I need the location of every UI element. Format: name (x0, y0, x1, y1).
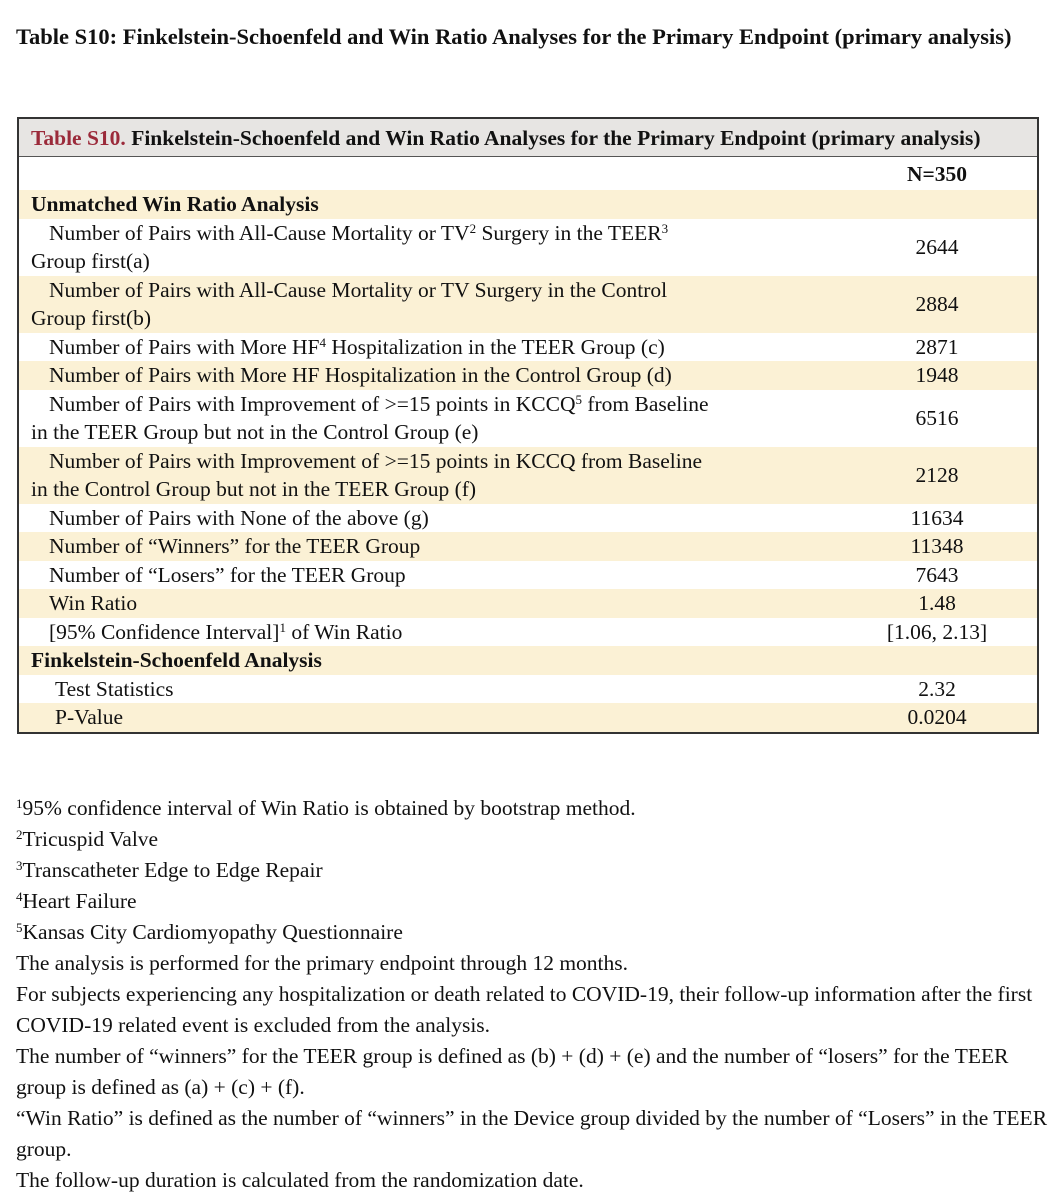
row-value: 2.32 (918, 676, 956, 701)
table-row (19, 532, 1037, 561)
footnote-ref: 3 (661, 220, 669, 236)
section-row-win-ratio (19, 190, 1037, 219)
row-label (19, 276, 837, 333)
footnote-ref: 1 (279, 619, 286, 635)
row-value: 11634 (910, 505, 964, 530)
caption-text: Finkelstein-Schoenfeld and Win Ratio Analyses for the Primary Endpoint (primary analysis) (131, 126, 981, 150)
row-label-line1: Number of Pairs with More HF Hospitalization in the Control Group (d) (49, 363, 672, 387)
header-row (19, 157, 1037, 190)
footnote: $^1$95% confidence interval of Win Ratio is obtained by bootstrap method. (16, 796, 636, 820)
row-value: 11348 (837, 532, 1037, 561)
row-label-line1: Win Ratio (49, 591, 138, 615)
row-value: 1.48 (837, 589, 1037, 618)
section-title-win-ratio: Unmatched Win Ratio Analysis (19, 190, 1037, 219)
table-row (19, 703, 1037, 732)
row-label (19, 361, 837, 390)
footnote: $^3$Transcatheter Edge to Edge Repair (16, 858, 323, 882)
row-label (19, 333, 837, 362)
row-label (19, 561, 837, 590)
row-value: 6516 (915, 405, 959, 430)
row-label-line1: Number of “Losers” for the TEER Group (49, 562, 406, 587)
row-label-line1: [95% Confidence Interval]$^1$ of Win Ratio (49, 619, 403, 644)
table-row (19, 333, 1037, 362)
footnote-ref: 2 (469, 220, 477, 236)
row-label-line1: Number of “Winners” for the TEER Group (49, 534, 421, 558)
note: The number of “winners” for the TEER group is defined as (b) + (d) + (e) and the number of “losers” for the TEER group is defined as (a) + (c) + (f). (16, 1044, 1009, 1099)
table-row (19, 618, 1037, 647)
table-row (19, 504, 1037, 533)
section-title-fs: Finkelstein-Schoenfeld Analysis (19, 646, 1037, 675)
row-label-line1: Number of Pairs with Improvement of >=15 points in KCCQ$^5$ from Baseline (49, 391, 709, 416)
header-empty-cell (19, 157, 837, 190)
row-label-line1: Number of Pairs with Improvement of >=15 points in KCCQ from Baseline (49, 448, 703, 473)
row-label (19, 618, 837, 647)
row-label (19, 589, 837, 618)
row-label (19, 219, 837, 276)
footnotes (16, 793, 1056, 1196)
row-label-line1: Number of Pairs with All-Cause Mortality or TV Surgery in the Control (49, 277, 668, 302)
note: “Win Ratio” is defined as the number of “winners” in the Device group divided by the number of “Losers” in the TEER group. (16, 1106, 1048, 1161)
table-caption (19, 119, 1037, 157)
footnote: $^2$Tricuspid Valve (16, 827, 159, 851)
footnote: $^5$Kansas City Cardiomyopathy Questionnaire (16, 920, 403, 944)
data-table (19, 157, 1037, 732)
row-value: 7643 (915, 562, 959, 587)
row-label (19, 447, 837, 504)
row-value: 1948 (837, 361, 1037, 390)
note: For subjects experiencing any hospitalization or death related to COVID-19, their follow-up information after the first COVID-19 related event is excluded from the analysis. (16, 982, 1033, 1037)
row-label-line1: Number of Pairs with More $HF^4$ Hospitalization in the TEER Group (c) (49, 334, 665, 359)
footnote-ref: 5 (575, 391, 582, 407)
table-row (19, 561, 1037, 590)
row-value: 2884 (837, 276, 1037, 333)
footnote: $^4$Heart Failure (16, 889, 137, 913)
row-label-line2: Group first(a) (31, 249, 150, 273)
row-value: 0.0204 (837, 703, 1037, 732)
row-value: [1.06, 2.13] (886, 619, 988, 644)
table-row (19, 219, 1037, 276)
row-label-line2: in the Control Group but not in the TEER Group (f) (31, 477, 477, 501)
table-row (19, 361, 1037, 390)
footnote-ref: 4 (319, 334, 327, 350)
column-header-n: N=350 (906, 162, 968, 187)
row-label (19, 532, 837, 561)
table-row (19, 589, 1037, 618)
row-label-line1: Number of Pairs with All-Cause Mortality or $TV^2$ Surgery in the TEER$^3$ (49, 220, 669, 245)
row-label: P-Value (19, 703, 837, 732)
row-label-line2: in the TEER Group but not in the Control Group (e) (31, 420, 479, 444)
row-label (19, 390, 837, 447)
results-table (17, 117, 1039, 734)
section-row-fs (19, 646, 1037, 675)
table-row (19, 276, 1037, 333)
row-value: 2644 (915, 234, 959, 259)
caption-label: Table S10. (31, 126, 126, 150)
page-heading: Table S10: Finkelstein-Schoenfeld and Win Ratio Analyses for the Primary Endpoint (primary analysis) (16, 24, 1012, 49)
table-row (19, 675, 1037, 704)
row-value: 2128 (837, 447, 1037, 504)
note: The follow-up duration is calculated from the randomization date. (16, 1168, 584, 1192)
row-value: 2871 (915, 334, 959, 359)
note: The analysis is performed for the primary endpoint through 12 months. (16, 951, 629, 975)
row-label (19, 504, 837, 533)
table-row (19, 447, 1037, 504)
table-row (19, 390, 1037, 447)
row-label-line1: Number of Pairs with None of the above (g) (49, 505, 429, 530)
row-label-line2: Group first(b) (31, 306, 152, 330)
row-label: Test Statistics (55, 676, 174, 701)
